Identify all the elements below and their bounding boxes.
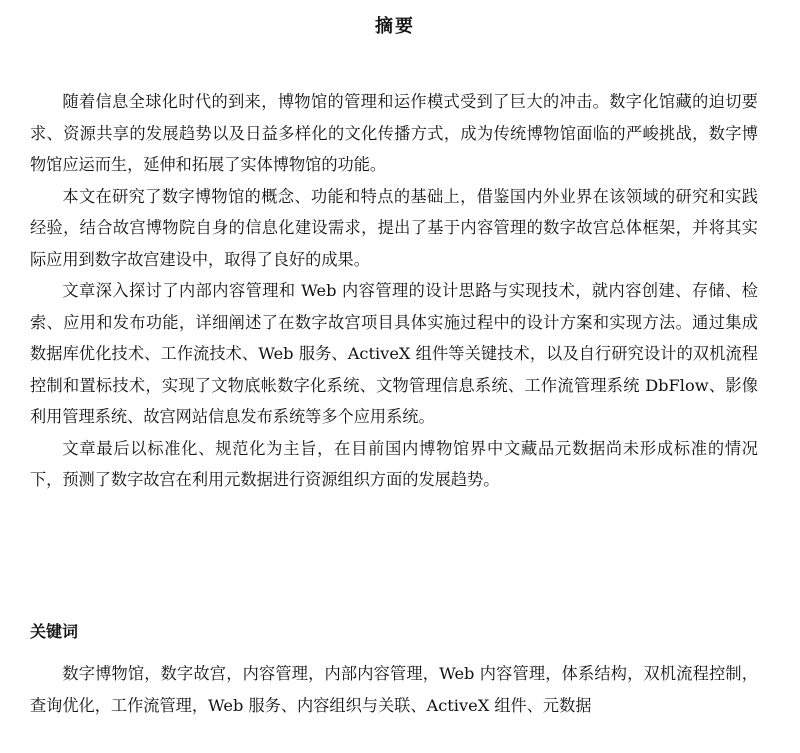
abstract-title: 摘要: [375, 16, 415, 37]
abstract-paragraph-3: 文章深入探讨了内部内容管理和 Web 内容管理的设计思路与实现技术，就内容创建、存储、检索、应用和发布功能，详细阐述了在数字故宫项目具体实施过程中的设计方案和实现方法。通过集成数据库优化技术、工作流技术、Web 服务、ActiveX 组件等关键技术，以及自行研究设计的双机流程控制和置标技术，实现了文物底帐数字化系统、文物管理信息系统、工作流管理系统 DbFlow、影像利用管理系统、故宫网站信息发布系统等多个应用系统。: [30, 281, 758, 426]
abstract-paragraph-4: 文章最后以标准化、规范化为主旨，在目前国内博物馆界中文藏品元数据尚未形成标准的情况下，预测了数字故宫在利用元数据进行资源组织方面的发展趋势。: [30, 438, 758, 489]
abstract-paragraph-2: 本文在研究了数字博物馆的概念、功能和特点的基础上，借鉴国内外业界在该领域的研究和实践经验，结合故宫博物院自身的信息化建设需求，提出了基于内容管理的数字故宫总体框架，并将其实际应用到数字故宫建设中，取得了良好的成果。: [30, 186, 758, 269]
abstract-paragraph-1: 随着信息全球化时代的到来，博物馆的管理和运作模式受到了巨大的冲击。数字化馆藏的迫切要求、资源共享的发展趋势以及日益多样化的文化传播方式，成为传统博物馆面临的严峻挑战，数字博物馆应运而生，延伸和拓展了实体博物馆的功能。: [30, 92, 758, 174]
keywords-text: 数字博物馆，数字故宫，内容管理，内部内容管理，Web 内容管理，体系结构，双机流程控制，查询优化，工作流管理，Web 服务、内容组织与关联、ActiveX 组件、元数据: [30, 664, 758, 715]
keywords-heading: 关键词: [30, 622, 79, 641]
abstract-body: [30, 86, 758, 496]
